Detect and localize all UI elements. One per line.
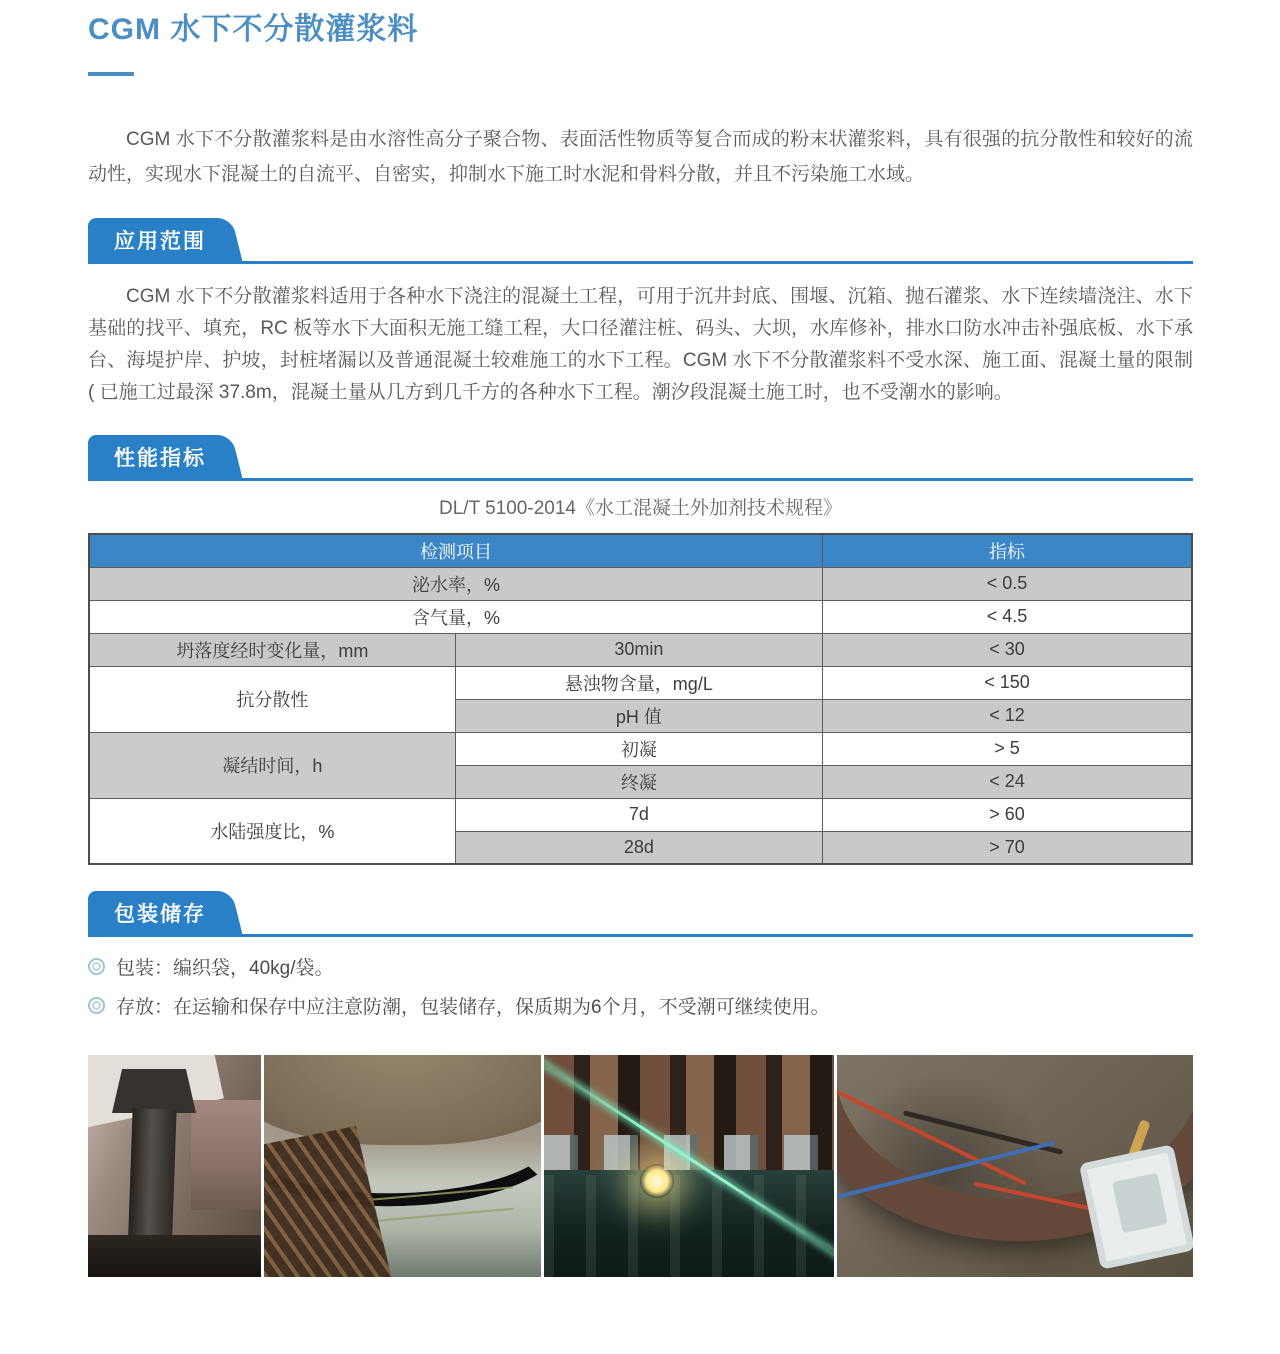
ring-bullet-icon <box>88 958 105 975</box>
section-header-application <box>88 218 1193 264</box>
application-badge-label: 应用范围 <box>114 230 206 253</box>
ring-bullet-icon <box>88 997 105 1014</box>
application-paragraph: CGM 水下不分散灌浆料适用于各种水下浇注的混凝土工程，可用于沉井封底、围堰、沉箱、抛石灌浆、水下连续墙浇注、水下基础的找平、填充，RC 板等水下大面积无施工缝工程，大口径灌注桩、码头、大坝，水库修补，排水口防水冲击补强底板、水下承台、海堤护岸、护坡，封桩堵漏以及普通混凝土较难施工的水下工程。CGM 水下不分散灌浆料不受水深、施工面、混凝土量的限制 ( 已施工过最深 37.8m，混凝土量从几方到几千方的各种水下工程。潮汐段混凝土施工时，也不受潮水的影响。 <box>88 286 1193 403</box>
performance-table <box>88 533 1193 865</box>
intro-paragraph: CGM 水下不分散灌浆料是由水溶性高分子聚合物、表面活性物质等复合而成的粉末状灌浆料，具有很强的抗分散性和较好的流动性，实现水下混凝土的自流平、自密实，抑制水下施工时水泥和骨料分散，并且不污染施工水域。 <box>88 129 1193 185</box>
mud-shape <box>88 1235 261 1277</box>
cell-item: 含气量，% <box>89 600 822 633</box>
packaging-item <box>88 992 1193 1019</box>
cell-item: 凝结时间，h <box>89 732 455 798</box>
section-header-packaging <box>88 891 1193 937</box>
title-underline <box>88 72 134 76</box>
site-photo-night-piers <box>544 1055 834 1277</box>
performance-badge-label: 性能指标 <box>114 447 206 470</box>
cell-sub: 7d <box>455 798 822 831</box>
cell-item: 泌水率，% <box>89 567 822 600</box>
cell-value: < 0.5 <box>822 567 1192 600</box>
document-page <box>0 10 1280 1354</box>
work-light-glow <box>640 1164 674 1198</box>
site-photo-mud-pit <box>837 1055 1193 1277</box>
badge-tail <box>202 218 243 261</box>
table-row <box>89 732 1192 765</box>
cell-sub: 初凝 <box>455 732 822 765</box>
badge-tail <box>202 435 243 478</box>
site-photo-strip <box>88 1055 1193 1277</box>
section-header-performance <box>88 435 1193 481</box>
cell-item: 水陆强度比，% <box>89 798 455 864</box>
site-photo-pile-casing <box>264 1055 541 1277</box>
cell-value: < 4.5 <box>822 600 1192 633</box>
badge-tail <box>202 891 243 934</box>
cell-sub: 30min <box>455 633 822 666</box>
packaging-item-text: 存放：在运输和保存中应注意防潮，包装储存，保质期为6个月，不受潮可继续使用。 <box>116 997 830 1018</box>
cell-value: < 30 <box>822 633 1192 666</box>
header-cell-index: 指标 <box>822 534 1192 567</box>
table-row <box>89 666 1192 699</box>
performance-badge <box>88 435 228 478</box>
cell-value: > 70 <box>822 831 1192 864</box>
rubble-shape <box>191 1100 261 1210</box>
packaging-badge <box>88 891 228 934</box>
cell-value: < 12 <box>822 699 1192 732</box>
cell-sub: 终凝 <box>455 765 822 798</box>
packaging-badge-label: 包装储存 <box>114 903 206 926</box>
packaging-item-text: 包装：编织袋，40kg/袋。 <box>116 958 334 979</box>
cell-value: < 150 <box>822 666 1192 699</box>
standard-caption: DL/T 5100-2014《水工混凝土外加剂技术规程》 <box>439 498 842 519</box>
cell-item: 坍落度经时变化量，mm <box>89 633 455 666</box>
application-badge <box>88 218 228 261</box>
cell-item: 抗分散性 <box>89 666 455 732</box>
cell-value: > 60 <box>822 798 1192 831</box>
table-row <box>89 798 1192 831</box>
cell-value: < 24 <box>822 765 1192 798</box>
cell-value: > 5 <box>822 732 1192 765</box>
table-row <box>89 600 1192 633</box>
table-header-row <box>89 534 1192 567</box>
table-row <box>89 633 1192 666</box>
cell-sub: 28d <box>455 831 822 864</box>
cell-sub: 悬浊物含量，mg/L <box>455 666 822 699</box>
header-cell-item: 检测项目 <box>89 534 822 567</box>
table-row <box>89 567 1192 600</box>
cell-sub: pH 值 <box>455 699 822 732</box>
pile-cap-shape <box>112 1069 196 1113</box>
site-photo-pier-pipe <box>88 1055 261 1277</box>
page-title: CGM 水下不分散灌浆料 <box>88 13 419 46</box>
packaging-item <box>88 953 1193 980</box>
